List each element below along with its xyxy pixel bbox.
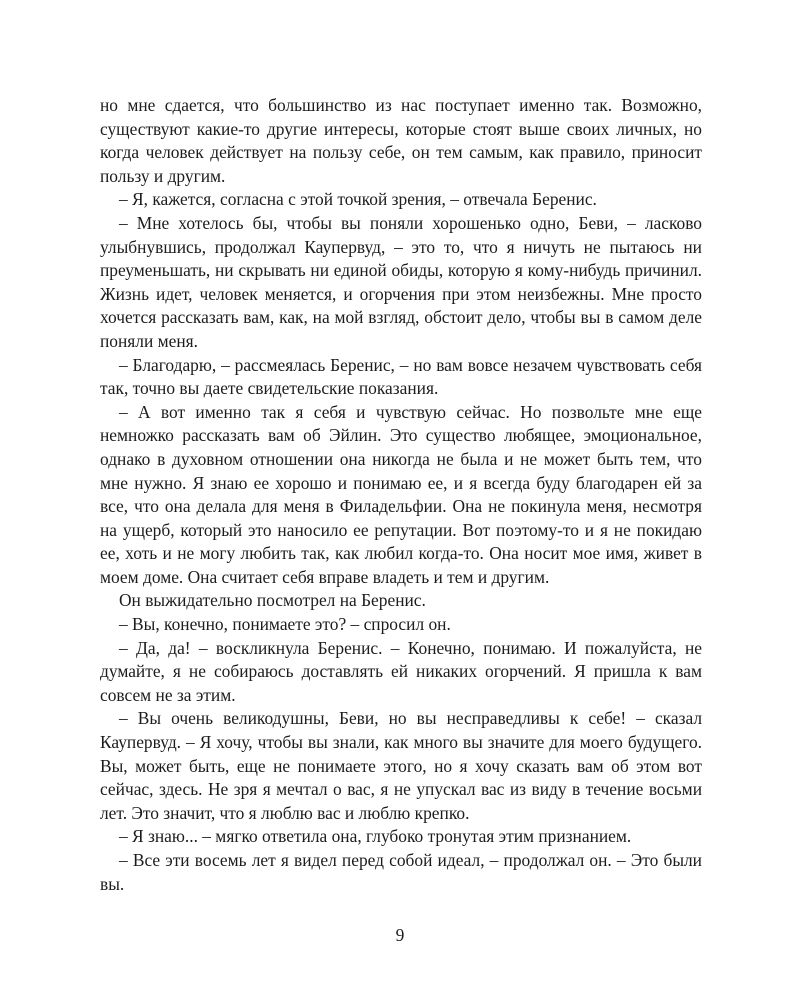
paragraph-8: – Да, да! – воскликнула Беренис. – Конечно, понимаю. И пожалуйста, не думайте, я не собираюсь доставлять ей никаких огорчений. Я пришла к вам совсем не за этим. — [100, 637, 702, 705]
paragraph-6: Он выжидательно посмотрел на Беренис. — [119, 590, 426, 611]
paragraph-4: – Благодарю, – рассмеялась Беренис, – но вам вовсе незачем чувствовать себя так, точно вы даете свидетельские показания. — [100, 354, 702, 399]
paragraph-1: но мне сдается, что большинство из нас поступает именно так. Возможно, существуют какие-то другие интересы, которые стоят выше своих личных, но когда человек действует на пользу себе, он тем самым, как правило, приносит пользу и другим. — [100, 95, 702, 186]
page-body — [100, 94, 702, 896]
paragraph-2: – Я, кажется, согласна с этой точкой зрения, – отвечала Беренис. — [119, 189, 597, 210]
paragraph-9: – Вы очень великодушны, Беви, но вы несправедливы к себе! – сказал Каупервуд. – Я хочу, чтобы вы знали, как много вы значите для моего будущего. Вы, может быть, еще не понимаете этого, но я хочу сказать вам об этом вот сейчас, здесь. Не зря я мечтал о вас, я не упускал вас из виду в течение восьми лет. Это значит, что я люблю вас и люблю крепко. — [100, 708, 702, 823]
paragraph-11: – Все эти восемь лет я видел перед собой идеал, – продолжал он. – Это были вы. — [100, 850, 702, 894]
page-number: 9 — [395, 925, 405, 945]
paragraph-3: – Мне хотелось бы, чтобы вы поняли хорошенько одно, Беви, – ласково улыбнувшись, продолжал Каупервуд, – это то, что я ничуть не пытаюсь ни преуменьшать, ни скрывать ни единой обиды, которую я кому-нибудь причинил. Жизнь идет, человек меняется, и огорчения при этом неизбежны. Мне просто хочется рассказать вам, как, на мой взгляд, обстоит дело, чтобы вы в самом деле поняли меня. — [100, 212, 702, 351]
paragraph-5: – А вот именно так я себя и чувствую сейчас. Но позвольте мне еще немножко рассказать вам об Эйлин. Это существо любящее, эмоциональное, однако в духовном отношении она никогда не была и не может быть тем, что мне нужно. Я знаю ее хорошо и понимаю ее, и я всегда буду благодарен ей за все, что она делала для меня в Филадельфии. Она не покинула меня, несмотря на ущерб, который это наносило ее репутации. Вот поэтому-то и я не покидаю ее, хоть и не могу любить так, как любил когда-то. Она носит мое имя, живет в моем доме. Она считает себя вправе владеть и тем и другим. — [100, 401, 702, 587]
paragraph-7: – Вы, конечно, понимаете это? – спросил он. — [119, 614, 451, 635]
paragraph-10: – Я знаю... – мягко ответила она, глубоко тронутая этим признанием. — [119, 826, 632, 847]
